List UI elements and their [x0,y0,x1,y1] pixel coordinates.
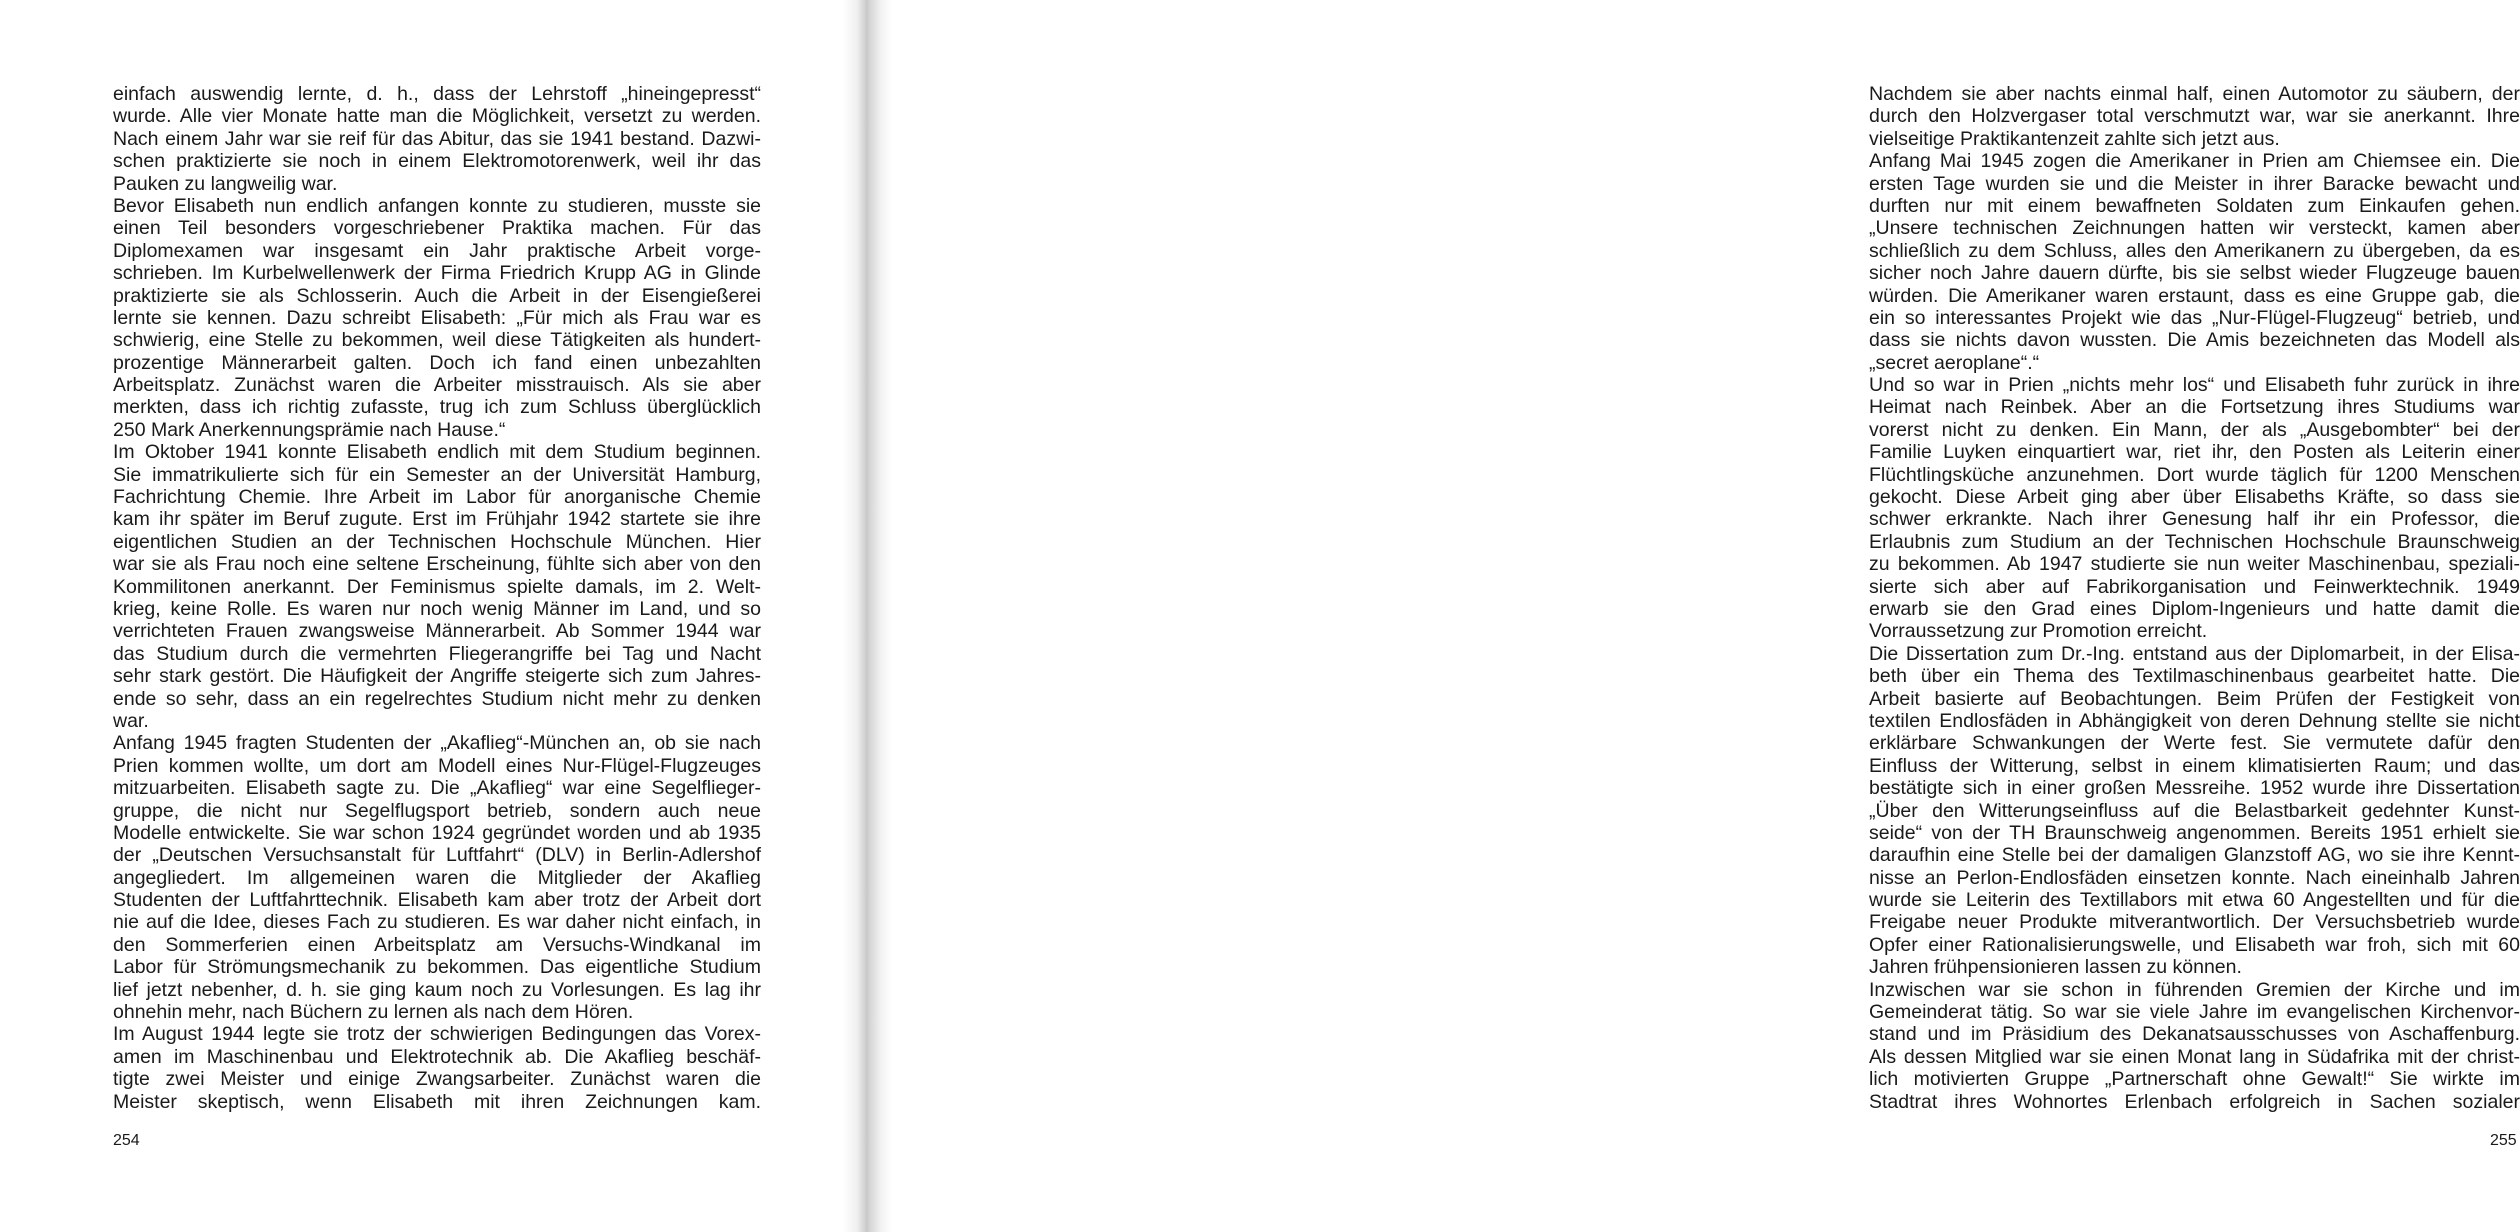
text-line: beth über ein Thema des Textilmaschinenbaus gearbeitet hatte. Die [1869,665,2520,688]
text-line: den Sommerferien einen Arbeitsplatz am Versuchs-Windkanal im [113,933,761,956]
text-line: Diplomexamen war insgesamt ein Jahr praktische Arbeit vorge- [113,239,761,262]
left-page-text [113,83,761,1113]
text-line: 250 Mark Anerkennungsprämie nach Hause.“ [113,418,506,441]
text-line: bestätigte sich in einer großen Messreihe. 1952 wurde ihre Dissertation [1869,777,2520,800]
text-line: einen Teil besonders vorgeschriebener Praktika machen. Für das [113,217,761,240]
text-line: Jahren frühpensionieren lassen zu können. [1869,956,2242,979]
text-line: ein so interessantes Projekt wie das „Nur-Flügel-Flugzeug“ betrieb, und [1869,306,2520,329]
text-line: Modelle entwickelte. Sie war schon 1924 gegründet worden und ab 1935 [113,821,761,844]
text-line: Im August 1944 legte sie trotz der schwierigen Bedingungen das Vorex- [113,1023,761,1046]
text-line: Arbeitsplatz. Zunächst waren die Arbeiter misstrauisch. Als sie aber [113,374,761,397]
text-line: Opfer einer Rationalisierungswelle, und Elisabeth war froh, sich mit 60 [1869,933,2520,956]
text-line: Fachrichtung Chemie. Ihre Arbeit im Labor für anorganische Chemie [113,486,761,509]
text-line: mitzuarbeiten. Elisabeth sagte zu. Die „Akaflieg“ war eine Segelflieger- [113,777,761,800]
text-line: würden. Die Amerikaner waren erstaunt, dass es eine Gruppe gab, die [1869,284,2520,307]
text-line: Nachdem sie aber nachts einmal half, einen Automotor zu säubern, der [1869,83,2520,105]
text-line: Sie immatrikulierte sich für ein Semester an der Universität Hamburg, [113,463,761,486]
text-line: angegliedert. Im allgemeinen waren die Mitglieder der Akaflieg [113,866,761,889]
text-line: Bevor Elisabeth nun endlich anfangen konnte zu studieren, musste sie [113,194,761,217]
text-line: eigentlichen Studien an der Technischen Hochschule München. Hier [113,530,761,553]
text-line: erklärbare Schwankungen der Werte fest. Sie vermutete dafür den [1869,732,2520,755]
text-line: schen praktizierte sie noch in einem Elektromotorenwerk, weil ihr das [113,150,761,173]
text-line: wurde. Alle vier Monate hatte man die Möglichkeit, versetzt zu werden. [113,105,761,128]
text-line: war sie als Frau noch eine seltene Erscheinung, fühlte sich aber von den [113,553,761,576]
text-line: stand und im Präsidium des Dekanatsausschusses von Aschaffenburg. [1869,1023,2520,1046]
right-page-number: 255 [2490,1132,2517,1149]
text-line: sicher noch Jahre dauern dürfte, bis sie selbst wieder Flugzeuge bauen [1869,262,2520,285]
text-line: dass sie nichts davon wussten. Die Amis bezeichneten das Modell als [1869,329,2520,352]
text-line: sehr stark gestört. Die Häufigkeit der Angriffe steigerte sich zum Jahres- [113,665,761,688]
text-line: lich motivierten Gruppe „Partnerschaft ohne Gewalt!“ Sie wirkte im [1869,1068,2520,1091]
text-line: Arbeit basierte auf Beobachtungen. Beim Prüfen der Festigkeit von [1869,687,2520,710]
text-line: Die Dissertation zum Dr.-Ing. entstand aus der Diplomarbeit, in der Elisa- [1869,642,2520,665]
text-line: prozentige Männerarbeit galten. Doch ich fand einen unbezahlten [113,351,761,374]
text-line: Inzwischen war sie schon in führenden Gremien der Kirche und im [1869,978,2520,1001]
text-line: Im Oktober 1941 konnte Elisabeth endlich mit dem Studium beginnen. [113,441,761,464]
text-line: Einfluss der Witterung, selbst in einem klimatisierten Raum; und das [1869,754,2520,777]
text-line: kam ihr später im Beruf zugute. Erst im Frühjahr 1942 startete sie ihre [113,508,761,531]
text-line: Als dessen Mitglied war sie einen Monat lang in Südafrika mit der christ- [1869,1045,2520,1068]
right-page-text [1869,83,2520,1113]
text-line: schrieben. Im Kurbelwellenwerk der Firma Friedrich Krupp AG in Glinde [113,262,761,285]
text-line: Pauken zu langweilig war. [113,172,338,195]
text-line: Gemeinderat tätig. So war sie viele Jahre im evangelischen Kirchenvor- [1869,1001,2520,1024]
text-line: seide“ von der TH Braunschweig angenommen. Bereits 1951 erhielt sie [1869,821,2520,844]
text-line: war. [113,709,149,732]
text-line: textilen Endlosfäden in Abhängigkeit von deren Dehnung stellte sie nicht [1869,709,2520,732]
text-line: durften nur mit einem bewaffneten Soldaten zum Einkaufen gehen. [1869,194,2520,217]
text-line: Meister skeptisch, wenn Elisabeth mit ihren Zeichnungen kam. [113,1090,761,1113]
text-line: schwierig, eine Stelle zu bekommen, weil diese Tätigkeiten als hundert- [113,329,761,352]
text-line: tigte zwei Meister und einige Zwangsarbeiter. Zunächst waren die [113,1068,761,1091]
text-line: Vorraussetzung zur Promotion erreicht. [1869,620,2208,643]
text-line: Familie Luyken einquartiert war, riet ihr, den Posten als Leiterin einer [1869,441,2520,464]
text-line: „secret aeroplane“.“ [1869,351,2040,374]
text-line: zu bekommen. Ab 1947 studierte sie nun weiter Maschinenbau, speziali- [1869,553,2520,576]
text-line: Erlaubnis zum Studium an der Technischen Hochschule Braunschweig [1869,530,2520,553]
text-line: „Über den Witterungseinfluss auf die Belastbarkeit gedehnter Kunst- [1869,799,2520,822]
text-line: nie auf die Idee, dieses Fach zu studieren. Es war daher nicht einfach, in [113,911,761,934]
text-line: vielseitige Praktikantenzeit zahlte sich jetzt aus. [1869,127,2280,150]
text-line: nisse an Perlon-Endlosfäden einsetzen konnte. Nach eineinhalb Jahren [1869,866,2520,889]
text-line: vorerst nicht zu denken. Ein Mann, der als „Ausgebombter“ bei der [1869,418,2520,441]
text-line: Stadtrat ihres Wohnortes Erlenbach erfolgreich in Sachen sozialer [1869,1090,2520,1113]
text-line: das Studium durch die vermehrten Fliegerangriffe bei Tag und Nacht [113,642,761,665]
text-line: gruppe, die nicht nur Segelflugsport betrieb, sondern auch neue [113,799,761,822]
text-line: krieg, keine Rolle. Es waren nur noch wenig Männer im Land, und so [113,597,761,620]
text-line: Anfang 1945 fragten Studenten der „Akaflieg“-München an, ob sie nach [113,732,761,755]
text-line: lernte sie kennen. Dazu schreibt Elisabeth: „Für mich als Frau war es [113,306,761,329]
text-line: der „Deutschen Versuchsanstalt für Luftfahrt“ (DLV) in Berlin-Adlershof [113,844,761,867]
text-line: erwarb sie den Grad eines Diplom-Ingenieurs und hatte damit die [1869,597,2520,620]
text-line: praktizierte sie als Schlosserin. Auch die Arbeit in der Eisengießerei [113,284,761,307]
text-line: Nach einem Jahr war sie reif für das Abitur, das sie 1941 bestand. Dazwi- [113,127,761,150]
text-line: gekocht. Diese Arbeit ging aber über Elisabeths Kräfte, so dass sie [1869,486,2520,509]
text-line: einfach auswendig lernte, d. h., dass der Lehrstoff „hineingepresst“ [113,83,761,105]
text-line: ersten Tage wurden sie und die Meister in ihrer Baracke bewacht und [1869,172,2520,195]
text-line: Anfang Mai 1945 zogen die Amerikaner in Prien am Chiemsee ein. Die [1869,150,2520,173]
text-line: Freigabe neuer Produkte mitverantwortlich. Der Versuchsbetrieb wurde [1869,911,2520,934]
text-line: Und so war in Prien „nichts mehr los“ und Elisabeth fuhr zurück in ihre [1869,374,2520,397]
text-line: Prien kommen wollte, um dort am Modell eines Nur-Flügel-Flugzeuges [113,754,761,777]
left-page-number: 254 [113,1132,140,1149]
text-line: schwer erkrankte. Nach ihrer Genesung half ihr ein Professor, die [1869,508,2520,531]
text-line: wurde sie Leiterin des Textillabors mit etwa 60 Angestellten und für die [1869,889,2520,912]
book-gutter [842,0,892,1232]
text-line: ende so sehr, dass an ein regelrechtes Studium nicht mehr zu denken [113,687,761,710]
text-line: ohnehin mehr, nach Büchern zu lernen als nach dem Hören. [113,1001,634,1024]
text-line: „Unsere technischen Zeichnungen hatten wir versteckt, kamen aber [1869,217,2520,240]
text-line: amen im Maschinenbau und Elektrotechnik ab. Die Akaflieg beschäf- [113,1045,761,1068]
text-line: Studenten der Luftfahrttechnik. Elisabeth kam aber trotz der Arbeit dort [113,889,761,912]
text-line: Labor für Strömungsmechanik zu bekommen. Das eigentliche Studium [113,956,761,979]
text-line: schließlich zu dem Schluss, alles den Amerikanern zu übergeben, da es [1869,239,2520,262]
text-line: durch den Holzvergaser total verschmutzt war, war sie anerkannt. Ihre [1869,105,2520,128]
left-page [0,0,866,1232]
right-page [866,0,2520,1232]
text-line: verrichteten Frauen zwangsweise Männerarbeit. Ab Sommer 1944 war [113,620,761,643]
text-line: sierte sich aber auf Fabrikorganisation und Feinwerktechnik. 1949 [1869,575,2520,598]
text-line: lief jetzt nebenher, d. h. sie ging kaum noch zu Vorlesungen. Es lag ihr [113,978,761,1001]
text-line: Heimat nach Reinbek. Aber an die Fortsetzung ihres Studiums war [1869,396,2520,419]
text-line: daraufhin eine Stelle bei der damaligen Glanzstoff AG, wo sie ihre Kennt- [1869,844,2520,867]
text-line: Flüchtlingsküche anzunehmen. Dort wurde täglich für 1200 Menschen [1869,463,2520,486]
text-line: Kommilitonen anerkannt. Der Feminismus spielte damals, im 2. Welt- [113,575,761,598]
text-line: merkten, dass ich richtig zufasste, trug ich zum Schluss überglücklich [113,396,761,419]
